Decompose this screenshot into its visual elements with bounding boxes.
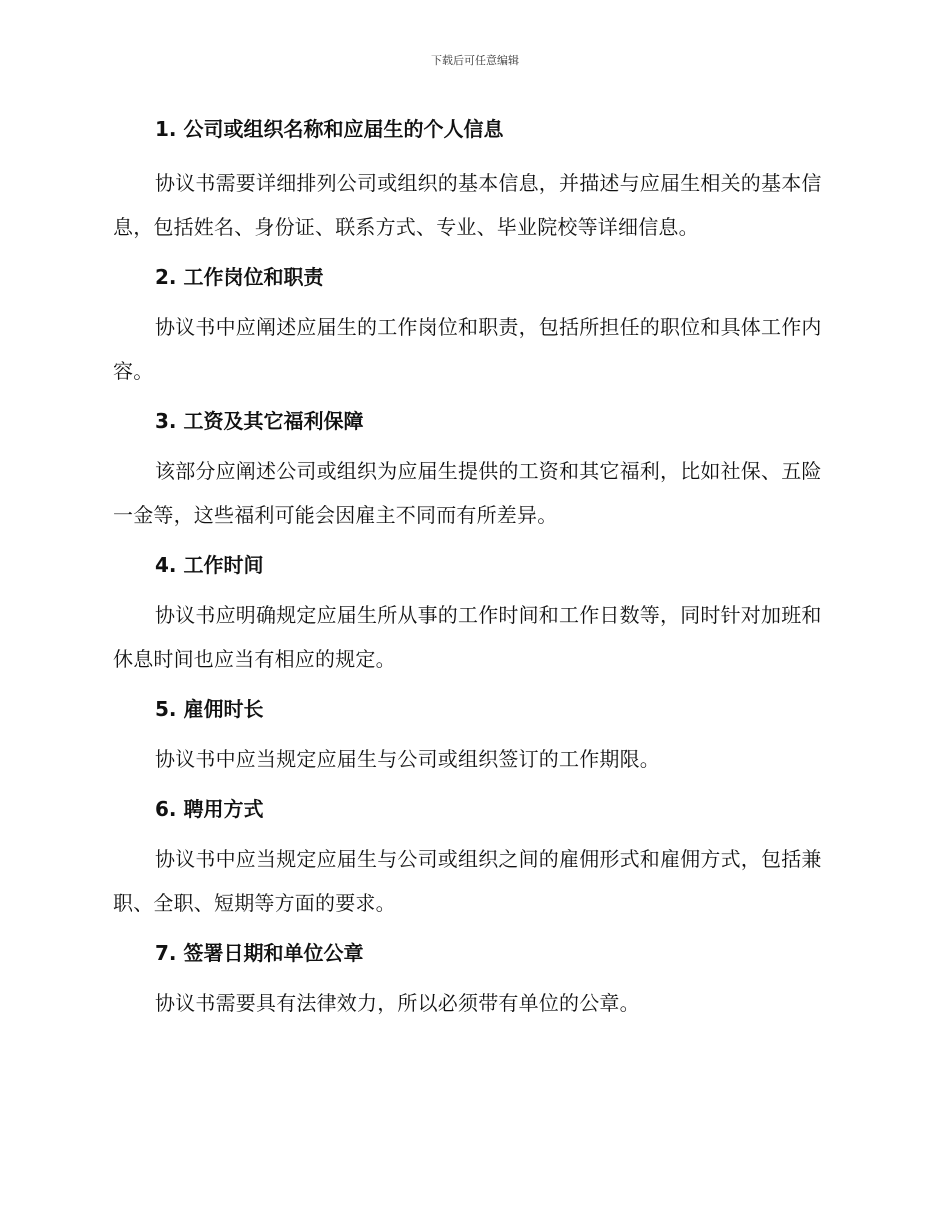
section-3 <box>113 405 833 537</box>
section-5 <box>113 693 833 781</box>
document-body <box>113 113 833 1025</box>
section-2 <box>113 261 833 393</box>
section-1-paragraph: 协议书需要详细排列公司或组织的基本信息，并描述与应届生相关的基本信息，包括姓名、身份证、联系方式、专业、毕业院校等详细信息。 <box>113 171 822 239</box>
page-header: 下载后可任意编辑 <box>431 54 519 67</box>
section-5-paragraph: 协议书中应当规定应届生与公司或组织签订的工作期限。 <box>155 747 660 771</box>
section-7-heading: 7. 签署日期和单位公章 <box>155 941 364 965</box>
section-3-paragraph: 该部分应阐述公司或组织为应届生提供的工资和其它福利，比如社保、五险一金等，这些福利可能会因雇主不同而有所差异。 <box>113 459 822 527</box>
section-2-heading: 2. 工作岗位和职责 <box>155 265 324 289</box>
section-4-heading: 4. 工作时间 <box>155 553 264 577</box>
section-4 <box>113 549 833 681</box>
section-6-paragraph: 协议书中应当规定应届生与公司或组织之间的雇佣形式和雇佣方式，包括兼职、全职、短期等方面的要求。 <box>113 847 822 915</box>
section-6 <box>113 793 833 925</box>
section-1 <box>113 113 833 249</box>
section-7 <box>113 937 833 1025</box>
section-4-paragraph: 协议书应明确规定应届生所从事的工作时间和工作日数等，同时针对加班和休息时间也应当有相应的规定。 <box>113 603 822 671</box>
section-7-paragraph: 协议书需要具有法律效力，所以必须带有单位的公章。 <box>155 991 640 1015</box>
section-5-heading: 5. 雇佣时长 <box>155 697 264 721</box>
section-1-heading: 1. 公司或组织名称和应届生的个人信息 <box>155 117 504 141</box>
section-3-heading: 3. 工资及其它福利保障 <box>155 409 364 433</box>
section-6-heading: 6. 聘用方式 <box>155 797 264 821</box>
section-2-paragraph: 协议书中应阐述应届生的工作岗位和职责，包括所担任的职位和具体工作内容。 <box>113 315 822 383</box>
